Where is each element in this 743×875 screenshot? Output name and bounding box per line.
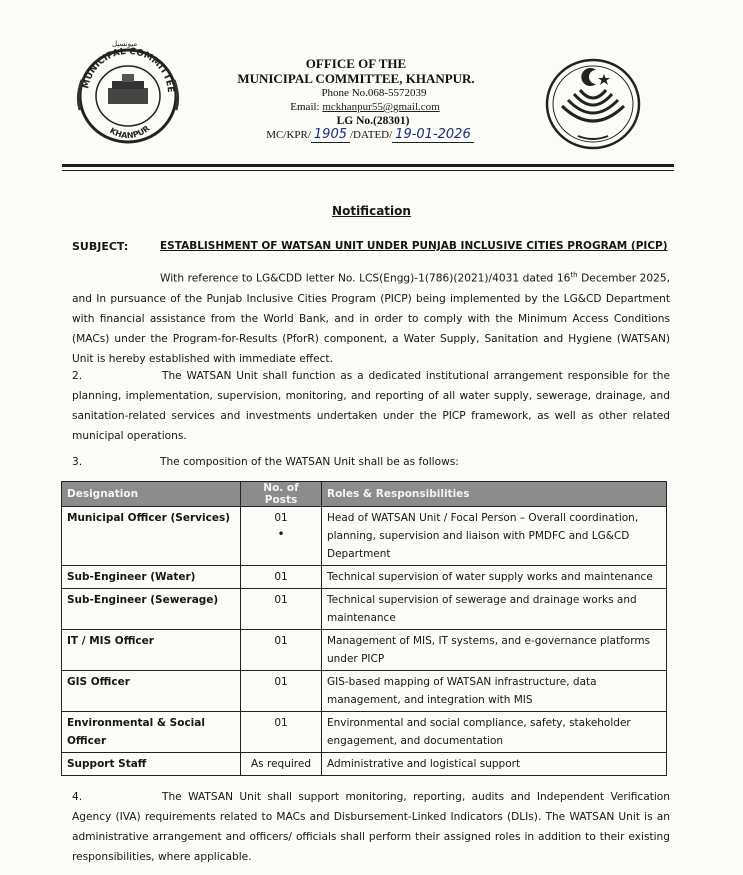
header-divider-thin — [62, 170, 674, 171]
cell-roles: Technical supervision of water supply works and maintenance — [322, 566, 667, 589]
table-row — [62, 589, 667, 630]
cell-roles: GIS-based mapping of WATSAN infrastructure, data management, and integration with MIS — [322, 671, 667, 712]
paragraph-2-number: 2. — [72, 370, 83, 382]
paragraph-3-text: The composition of the WATSAN Unit shall be as follows: — [160, 456, 459, 468]
paragraph-4-number: 4. — [72, 791, 83, 803]
cell-designation: Sub-Engineer (Water) — [62, 566, 241, 589]
lg-number: LG No.(28301) — [336, 115, 410, 127]
cell-designation: IT / MIS Officer — [62, 630, 241, 671]
paragraph-1-start: With reference to LG&CDD letter No. LCS(Engg)-1(786)(2021)/4031 dated 16 — [160, 272, 571, 285]
cell-posts: 01 — [241, 630, 322, 671]
dated-label: /DATED/ — [350, 129, 393, 141]
paragraph-2-text: The WATSAN Unit shall function as a dedicated institutional arrangement responsible for the planning, implementation, supervision, monitoring, and reporting of all water supply, sewerage, drainage, and sanitation-related services and investments undertaken under the PICP framework, as well as other related municipal operations. — [72, 370, 670, 442]
header-divider — [62, 164, 674, 167]
svg-text:MUNICIPAL COMMITTEE: MUNICIPAL COMMITTEE — [81, 46, 176, 94]
cell-roles: Head of WATSAN Unit / Focal Person – Overall coordination, planning, supervision and liaison with PMDFC and LG&CD Department — [322, 507, 667, 566]
table-row — [62, 507, 667, 566]
cell-designation: Municipal Officer (Services) — [62, 507, 241, 566]
office-title-line1: OFFICE OF THE — [305, 56, 407, 71]
office-title-line2: MUNICIPAL COMMITTEE, KHANPUR. — [237, 71, 475, 86]
subject-label: SUBJECT: — [72, 240, 129, 253]
ref-number: 1905 — [311, 127, 350, 143]
table-row — [62, 630, 667, 671]
email-label: Email: — [290, 101, 320, 113]
table-row — [62, 671, 667, 712]
table-row — [62, 566, 667, 589]
table-row — [62, 753, 667, 776]
header-designation: Designation — [62, 482, 241, 507]
cell-roles: Technical supervision of sewerage and drainage works and maintenance — [322, 589, 667, 630]
office-email[interactable]: mckhanpur55@gmail.com — [322, 101, 440, 113]
table-header-row — [62, 482, 667, 507]
cell-designation: GIS Officer — [62, 671, 241, 712]
cell-posts: 01 — [241, 566, 322, 589]
paragraph-2 — [72, 366, 670, 446]
cell-posts: As required — [241, 753, 322, 776]
ref-prefix: MC/KPR/ — [266, 129, 311, 141]
paragraph-4-text: The WATSAN Unit shall support monitoring, reporting, audits and Independent Verification Agency (IVA) requirements related to MACs and Disbursement-Linked Indicators (DLIs). The WATSAN Unit is an administrative arrangement and officers/ officials shall perform their assigned roles in addition to their existing responsibilities, where applicable. — [72, 791, 670, 863]
paragraph-3-number: 3. — [72, 456, 83, 468]
cell-posts: 01 — [241, 712, 322, 753]
municipal-committee-logo — [66, 36, 188, 146]
svg-text:KHANPUR: KHANPUR — [108, 123, 152, 141]
cell-posts-value: 01 — [274, 512, 288, 524]
cell-designation: Support Staff — [62, 753, 241, 776]
cell-roles: Management of MIS, IT systems, and e-governance platforms under PICP — [322, 630, 667, 671]
cell-designation: Environmental & Social Officer — [62, 712, 241, 753]
office-phone: Phone No.068-5572039 — [321, 87, 427, 99]
office-header — [206, 56, 506, 142]
paragraph-4 — [72, 787, 670, 867]
paragraph-1 — [72, 265, 670, 369]
cell-posts: 01 — [241, 671, 322, 712]
subject-text: ESTABLISHMENT OF WATSAN UNIT UNDER PUNJAB INCLUSIVE CITIES PROGRAM (PICP) — [160, 240, 668, 252]
ref-date: 19-01-2026 — [392, 127, 474, 143]
page-title: Notification — [332, 204, 411, 218]
table-row — [62, 712, 667, 753]
cell-roles: Administrative and logistical support — [322, 753, 667, 776]
bullet-mark: • — [277, 527, 285, 541]
cell-posts — [241, 507, 322, 566]
cell-roles: Environmental and social compliance, safety, stakeholder engagement, and documentation — [322, 712, 667, 753]
office-email-line — [224, 100, 506, 114]
cell-posts: 01 — [241, 589, 322, 630]
reference-line — [234, 128, 506, 142]
header-posts: No. of Posts — [241, 482, 322, 507]
paragraph-1-rest: December 2025, and In pursuance of the Punjab Inclusive Cities Program (PICP) being implemented by the LG&CD Department with financial assistance from the World Bank, and in order to comply with the Minimum Access Conditions (MACs) under the Program-for-Results (PforR) component, a Water Supply, Sanitation and Hygiene (WATSAN) Unit is hereby established with immediate effect. — [72, 272, 670, 365]
watsan-composition-table — [61, 481, 667, 776]
paragraph-1-sup: th — [570, 271, 578, 279]
header-roles: Roles & Responsibilities — [322, 482, 667, 507]
punjab-govt-emblem-icon — [540, 56, 646, 152]
cell-designation: Sub-Engineer (Sewerage) — [62, 589, 241, 630]
svg-text:ﻣﯿﻮﻧﺴﭙﻞ: ﻣﯿﻮﻧﺴﭙﻞ — [112, 40, 138, 48]
